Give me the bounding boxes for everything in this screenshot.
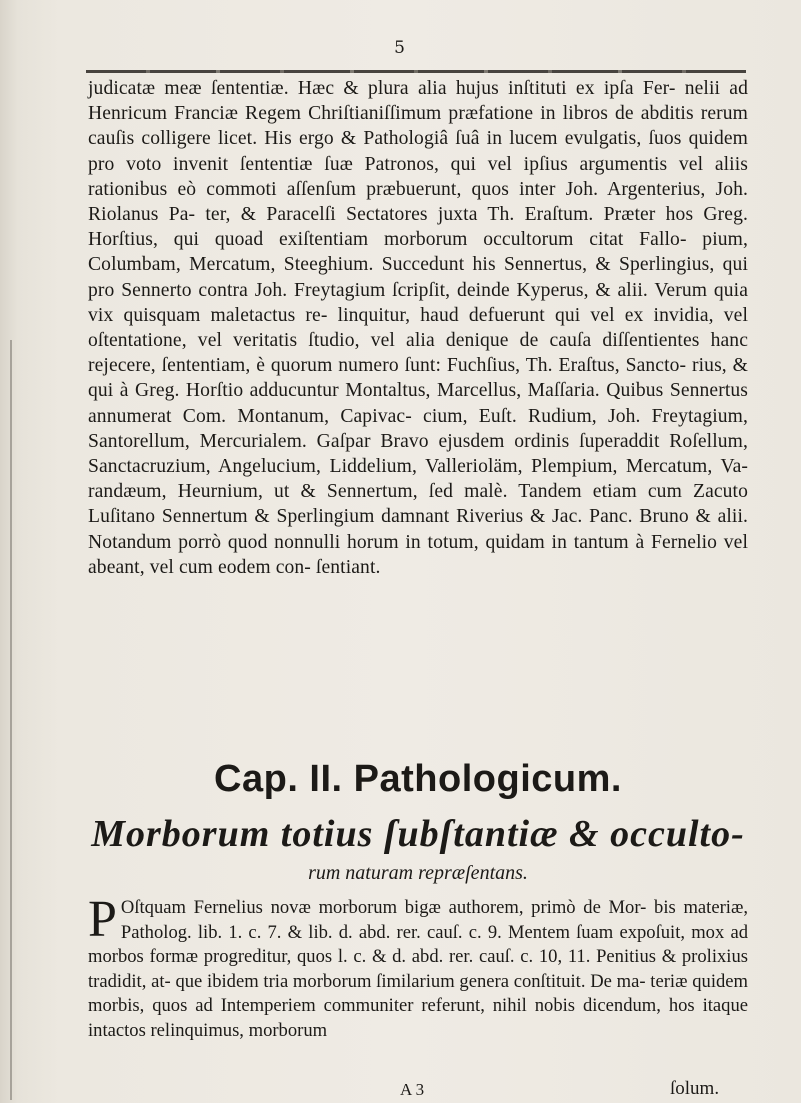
chapter-paragraph [88,891,748,1044]
catchword: ſolum. [670,1078,720,1099]
gutter-shadow [10,340,24,1100]
chapter-subtitle: Morborum totius ſubſtantiæ & occulto- [91,813,745,855]
folio-number: 5 [394,38,406,58]
signature-mark: A 3 [400,1080,425,1099]
paragraph-2: Oſtquam Fernelius novæ morborum bigæ authorem, primò de Mor- bis materiæ, Patholog. lib. 1. c. 7. & lib. d. abd. rer. cauſ. c. 9. Mentem ſuam expoſuit, mox ad morbos formæ progreditur, quos l. c. & d. abd. rer. cauſ. c. 10, 11. Penitius & prolixius tradidit, at- que ibidem tria morborum ſimilarium genera conſtituit. De ma- teriæ quidem morbis, quos ad Intemperiem communiter referunt, nihil nobis dicendum, hos itaque intactos relinquimus, morborum [88,897,748,1041]
chapter-heading: Cap. II. Pathologicum. [214,758,622,800]
header-rule [86,70,746,73]
paragraph-1: judicatæ meæ ſententiæ. Hæc & plura alia hujus inſtituti ex ipſa Fer- nelii ad Henricum Franciæ Regem Chriſtianiſſimum præfatione in libros de abditis rerum cauſis colligere licet. His ergo & Pathologiâ ſuâ in lucem evulgatis, ſuos quidem pro voto invenit ſententiæ ſuæ Patronos, qui vel ipſius argumentis vel aliis rationibus eò commoti aſſenſum præbuerunt, quos inter Joh. Argenterius, Joh. Riolanus Pa- ter, & Paracelſi Sectatores juxta Th. Eraſtum. Præter hos Greg. Horſtius, qui quoad exiſtentiam morborum occultorum citat Fallo- pium, Columbam, Mercatum, Steeghium. Succedunt his Sennertus, & Sperlingius, qui pro Sennerto contra Joh. Freytagium ſcripſit, deinde Kyperus, & alii. Verum quia vix quisquam maletactus re- linquitur, haud defuerunt qui vel ex invidia, vel oſtentatione, vel veritatis ſtudio, vel alia denique de cauſa diſſentientes hanc rejecere, ſententiam, è quorum numero ſunt: Fuchſius, Th. Eraſtus, Sancto- rius, & qui à Greg. Horſtio adducuntur Montaltus, Marcellus, Maſſaria. Quibus Sennertus annumerat Com. Montanum, Capivac- cium, Euſt. Rudium, Joh. Freytagium, Santorellum, Mercurialem. Gaſpar Bravo ejusdem ordinis ſuperaddit Roſellum, Sanctacruzium, Angelucium, Liddelium, Vallerioläm, Plempium, Mercatum, Va- randæum, Heurnium, ut & Sennertum, ſed malè. Tandem etiam cum Zacuto Luſitano Sennertum & Sperlingium damnant Riverius & Jac. Panc. Bruno & alii. Notandum porrò quod nonnulli horum in totum, quidam in tantum à Fernelio vel abeant, vel cum eodem con- ſentiant. [88,78,748,578]
main-paragraph [88,76,748,580]
chapter-subtitle-continued: rum naturam repræſentans. [308,862,528,884]
drop-capital: P [88,891,117,948]
